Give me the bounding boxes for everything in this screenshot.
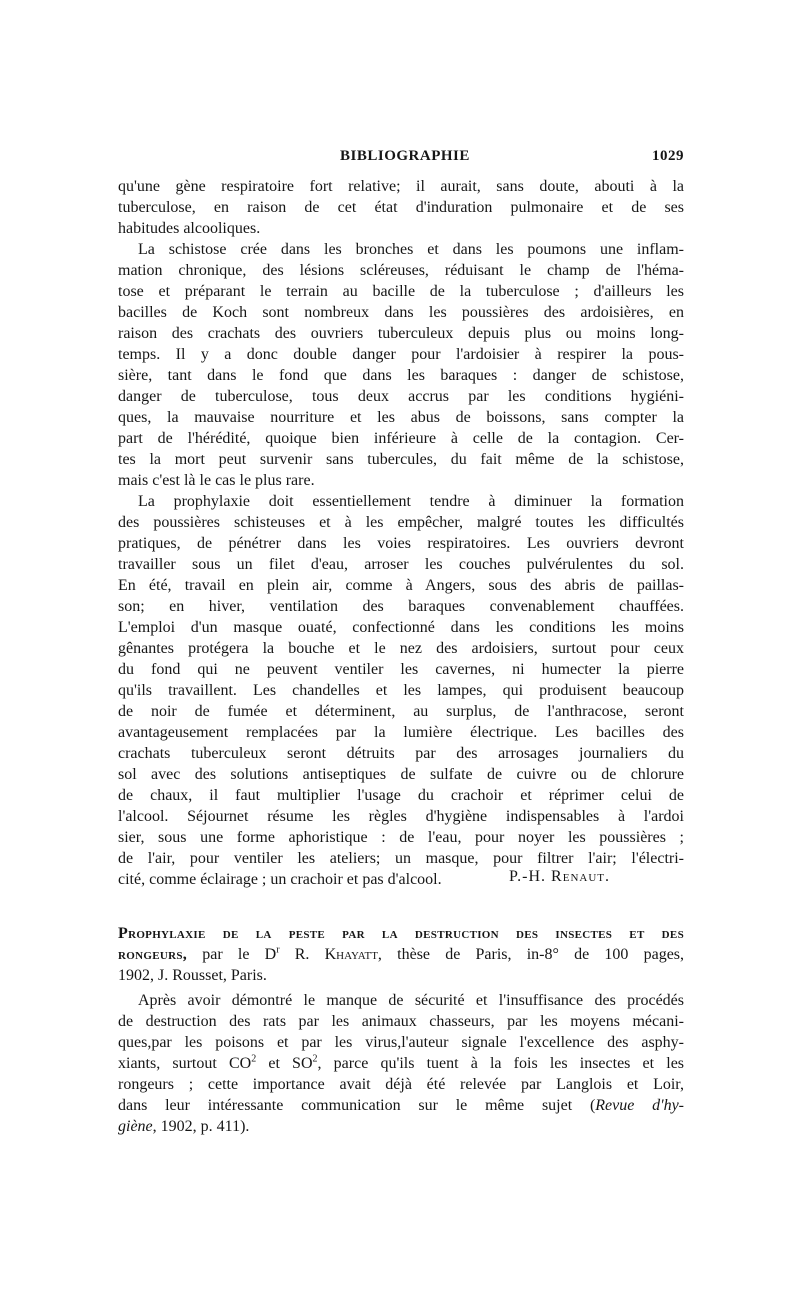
text-line: sol avec des solutions antiseptiques de sulfate de cuivre ou de chlorure (118, 766, 684, 783)
text-line: dans leur intéressante communication sur le même sujet (Revue d'hy- (118, 1097, 684, 1114)
text-line: crachats tuberculeux seront détruits par des arrosages journaliers du (118, 745, 684, 762)
text-line: pratiques, de pénétrer dans les voies respiratoires. Les ouvriers devront (118, 535, 684, 552)
text-line: xiants, surtout $CO^2$ et $SO^2$, parce qu'ils tuent à la fois les insectes et les (118, 1053, 685, 1072)
text-line: tes la mort peut survenir sans tubercules, du fait même de la schistose, (118, 451, 684, 468)
text-line: rongeurs ; cette importance avait déjà été relevée par Langlois et Loir, (118, 1076, 684, 1093)
text-line: avantageusement remplacées par la lumière électrique. Les bacilles des (118, 724, 684, 741)
text-line: sier, sous une forme aphoristique : de l'eau, pour noyer les poussières ; (118, 829, 684, 846)
running-title: BIBLIOGRAPHIE (340, 148, 470, 164)
text-line: qu'ils travaillent. Les chandelles et les lampes, qui produisent beaucoup (118, 682, 684, 699)
text-line: l'alcool. Séjournet résume les règles d'hygiène indispensables à l'ardoi (118, 808, 684, 825)
text-line: son; en hiver, ventilation des baraques convenablement chauffées. (118, 598, 684, 615)
entry-title-continued: rongeurs, par le $D^r$ R. Khayatt, thèse de Paris, in-8° de 100 pages, (118, 944, 685, 963)
text-line: qu'une gène respiratoire fort relative; il aurait, sans doute, abouti à la (118, 178, 684, 195)
signature-initials: P.-H. (509, 868, 547, 885)
text-line: travailler sous un filet d'eau, arroser les couches pulvérulentes du sol. (118, 556, 684, 573)
text-line: La schistose crée dans les bronches et dans les poumons une inflam- (138, 241, 684, 258)
journal-title-continued: giène (118, 1118, 153, 1135)
text-line: En été, travail en plein air, comme à Angers, sous des abris de paillas- (118, 577, 684, 594)
text-line: tuberculose, en raison de cet état d'induration pulmonaire et de ses (118, 199, 684, 216)
text-line: de destruction des rats par les animaux chasseurs, par les moyens mécani- (118, 1013, 684, 1030)
review-body-peste (118, 990, 684, 1137)
text-line: La prophylaxie doit essentiellement tendre à diminuer la formation (138, 493, 684, 510)
text-line: de l'air, pour ventiler les ateliers; un masque, pour filtrer l'air; l'électri- (118, 850, 684, 867)
text-line: Après avoir démontré le manque de sécurité et l'insuffisance des procédés (138, 992, 684, 1009)
review-body-schistose (118, 176, 684, 890)
entry-author: Khayatt, (324, 946, 382, 963)
text-line: mation chronique, des lésions scléreuses, réduisant le champ de l'héma- (118, 262, 684, 279)
text-line: gênantes protégera la bouche et le nez des ardoisiers, surtout pour ceux (118, 640, 684, 657)
text-line: des poussières schisteuses et à les empêcher, malgré toutes les difficultés (118, 514, 684, 531)
review-signature (118, 868, 610, 886)
text-line: L'emploi d'un masque ouaté, confectionné dans les conditions les moins (118, 619, 684, 636)
text-line: du fond qui ne peuvent ventiler les cavernes, ni humecter la pierre (118, 661, 684, 678)
text-line: temps. Il y a donc double danger pour l'ardoisier à respirer la pous- (118, 346, 684, 363)
text-line: cité, comme éclairage ; un crachoir et pas d'alcool. (118, 871, 442, 888)
text-line: mais c'est là le cas le plus rare. (118, 472, 315, 489)
text-line: raison des crachats des ouvriers tuberculeux depuis plus ou moins long- (118, 325, 684, 342)
entry-title: Prophylaxie de la peste par la destruction des insectes et des (118, 925, 684, 942)
page-number: 1029 (652, 148, 684, 164)
text-line: part de l'hérédité, quoique bien inférieure à celle de la contagion. Cer- (118, 430, 684, 447)
text-line: de noir de fumée et déterminent, au surplus, de l'anthracose, seront (118, 703, 684, 720)
review-entry-peste (118, 923, 684, 986)
text-line: bacilles de Koch sont nombreux dans les poussières des ardoisières, en (118, 304, 684, 321)
entry-publication: 1902, J. Rousset, Paris. (118, 967, 267, 984)
signature-name: Renaut. (551, 868, 610, 885)
page-header (118, 148, 684, 172)
text-line: danger de tuberculose, tous deux accrus par les conditions hygiéni- (118, 388, 684, 405)
text-line: de chaux, il faut multiplier l'usage du crachoir et réprimer celui de (118, 787, 684, 804)
text-line: ques, la mauvaise nourriture et les abus de boissons, sans compter la (118, 409, 684, 426)
text-line: ques,par les poisons et par les virus,l'auteur signale l'excellence des asphy- (118, 1034, 684, 1051)
text-line: habitudes alcooliques. (118, 220, 261, 237)
text-line: giène, 1902, p. 411). (118, 1118, 250, 1135)
text-line: tose et préparant le terrain au bacille de la tuberculose ; d'ailleurs les (118, 283, 684, 300)
text-line: sière, tant dans le fond que dans les baraques : danger de schistose, (118, 367, 684, 384)
journal-title: Revue d'hy- (595, 1097, 684, 1114)
